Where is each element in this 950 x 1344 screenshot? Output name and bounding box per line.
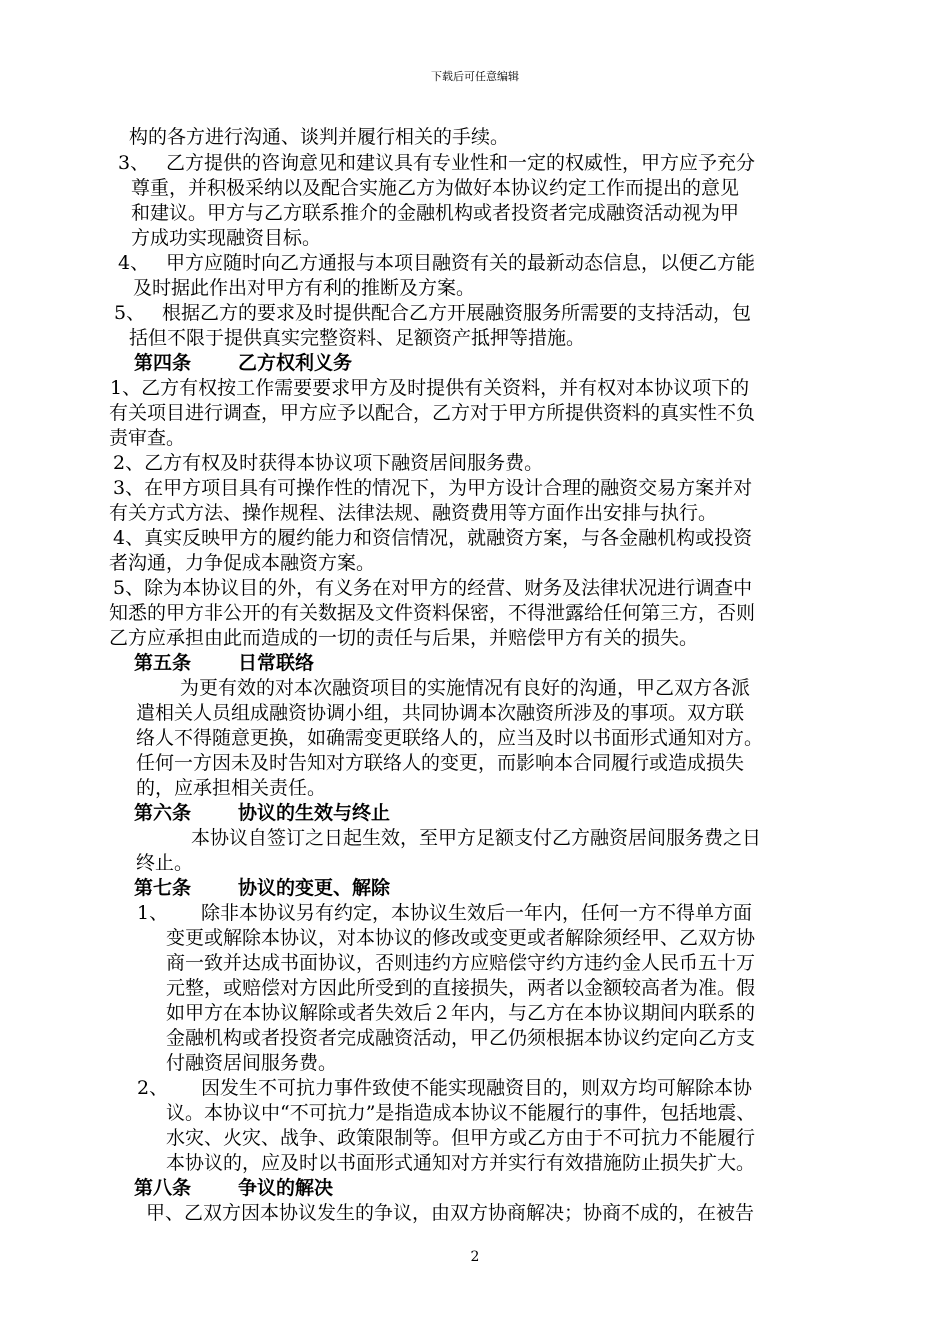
list-item-4: 4、 甲方应随时向乙方通报与本项目融资有关的最新动态信息，以便乙方能 (118, 252, 756, 274)
text-line: 括但不限于提供真实完整资料、足额资产抵押等措施。 (129, 327, 586, 349)
article-8-heading: 第八条 争议的解决 (134, 1177, 334, 1199)
text-line: 议。本协议中“不可抗力”是指造成本协议不能履行的事件，包括地震、 (166, 1102, 756, 1124)
text-line: 有关方式方法、操作规程、法律法规、融资费用等方面作出安排与执行。 (109, 502, 718, 524)
list-number: 2、 (137, 1077, 169, 1099)
text-line: 2、乙方有权及时获得本协议项下融资居间服务费。 (113, 452, 544, 474)
text-line: 付融资居间服务费。 (166, 1052, 338, 1074)
article-7-heading: 第七条 协议的变更、解除 (134, 877, 391, 899)
text-line: 及时据此作出对甲方有利的推断及方案。 (133, 277, 476, 299)
list-number: 4、 (118, 252, 150, 274)
text-line: 知悉的甲方非公开的有关数据及文件资料保密，不得泄露给任何第三方，否则 (109, 602, 756, 624)
text-line: 有关项目进行调查，甲方应予以配合，乙方对于甲方所提供资料的真实性不负 (109, 402, 756, 424)
text-line: 终止。 (136, 852, 194, 874)
list-item-2: 2、 因发生不可抗力事件致使不能实现融资目的，则双方均可解除本协 (137, 1077, 753, 1099)
text-line: 5、除为本协议目的外，有义务在对甲方的经营、财务及法律状况进行调查中 (113, 577, 753, 599)
text-line: 为更有效的对本次融资项目的实施情况有良好的沟通，甲乙双方各派 (180, 677, 751, 699)
text-line: 水灾、火灾、战争、政策限制等。但甲方或乙方由于不可抗力不能履行 (166, 1127, 756, 1149)
text-line: 者沟通，力争促成本融资方案。 (109, 552, 376, 574)
article-4-heading: 第四条 乙方权利义务 (134, 352, 353, 374)
text-line: 乙方应承担由此而造成的一切的责任与后果，并赔偿甲方有关的损失。 (109, 627, 699, 649)
text-line: 1、乙方有权按工作需要要求甲方及时提供有关资料，并有权对本协议项下的 (110, 377, 750, 399)
text-line: 任何一方因未及时告知对方联络人的变更，而影响本合同履行或造成损失 (136, 752, 745, 774)
text-line: 4、真实反映甲方的履约能力和资信情况，就融资方案，与各金融机构或投资 (113, 527, 753, 549)
list-item-1: 1、 除非本协议另有约定，本协议生效后一年内，任何一方不得单方面 (137, 902, 753, 924)
text-line: 方成功实现融资目标。 (131, 227, 322, 249)
text-line: 本协议自签订之日起生效，至甲方足额支付乙方融资居间服务费之日 (191, 827, 762, 849)
text-line: 如甲方在本协议解除或者失效后２年内，与乙方在本协议期间内联系的 (166, 1002, 756, 1024)
text-line: 金融机构或者投资者完成融资活动，甲乙仍须根据本协议约定向乙方支 (166, 1027, 756, 1049)
text-line: 构的各方进行沟通、谈判并履行相关的手续。 (129, 126, 510, 148)
list-item-3: 3、 乙方提供的咨询意见和建议具有专业性和一定的权威性，甲方应予充分 (118, 152, 756, 174)
list-number: 5、 (114, 302, 146, 324)
text-line: 元整，或赔偿对方因此所受到的直接损失，两者以金额较高者为准。假 (166, 977, 756, 999)
list-number: 1、 (137, 902, 169, 924)
text-line: 尊重，并积极采纳以及配合实施乙方为做好本协议约定工作而提出的意见 (131, 177, 740, 199)
text-line: 的，应承担相关责任。 (136, 777, 327, 799)
text-line: 络人不得随意更换，如确需变更联络人的，应当及时以书面形式通知对方。 (136, 727, 764, 749)
article-6-heading: 第六条 协议的生效与终止 (134, 802, 391, 824)
list-number: 3、 (118, 152, 150, 174)
text-line: 责审查。 (109, 427, 186, 449)
article-5-heading: 第五条 日常联络 (134, 652, 315, 674)
page-number: 2 (470, 1249, 480, 1265)
text-line: 和建议。甲方与乙方联系推介的金融机构或者投资者完成融资活动视为甲 (131, 202, 740, 224)
page-header: 下载后可任意编辑 (431, 70, 519, 83)
list-item-5: 5、 根据乙方的要求及时提供配合乙方开展融资服务所需要的支持活动，包 (114, 302, 752, 324)
text-line: 3、在甲方项目具有可操作性的情况下，为甲方设计合理的融资交易方案并对 (113, 477, 753, 499)
text-line: 遣相关人员组成融资协调小组，共同协调本次融资所涉及的事项。双方联 (136, 702, 745, 724)
text-line: 商一致并达成书面协议，否则违约方应赔偿守约方违约金人民币五十万 (166, 952, 756, 974)
text-line: 本协议的，应及时以书面形式通知对方并实行有效措施防止损失扩大。 (166, 1152, 756, 1174)
text-line: 变更或解除本协议，对本协议的修改或变更或者解除须经甲、乙双方协 (166, 927, 756, 949)
text-line: 甲、乙双方因本协议发生的争议，由双方协商解决；协商不成的，在被告 (146, 1202, 755, 1224)
